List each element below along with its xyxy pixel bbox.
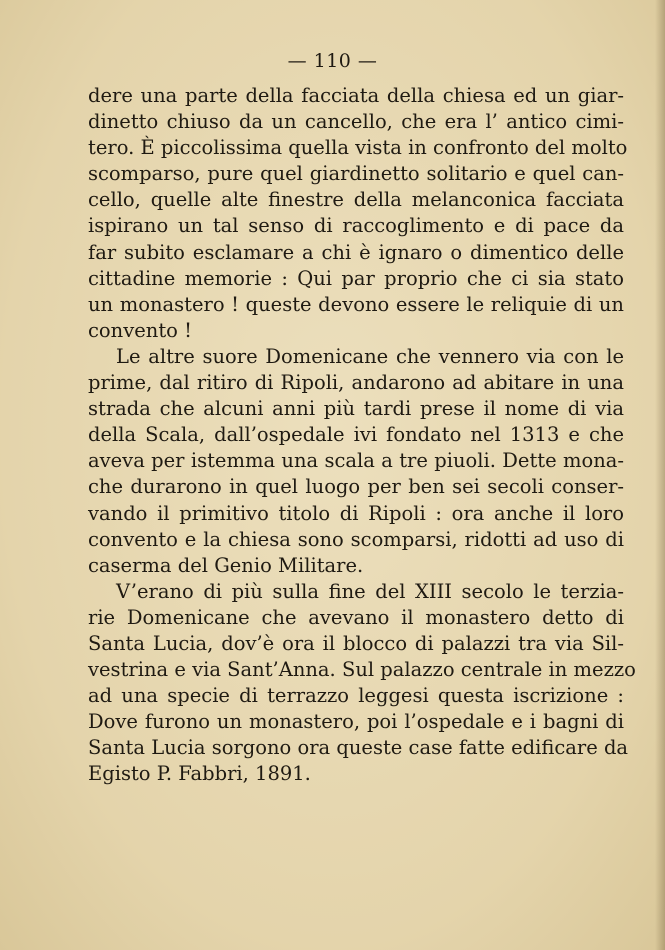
text-line: aveva per istemma una scala a tre piuoli. Dette mona- [88, 449, 624, 473]
text-line: caserma del Genio Militare. [88, 553, 364, 577]
text-line: vando il primitivo titolo di Ripoli : ora anche il loro [88, 501, 624, 525]
text-line: vestrina e via Sant’Anna. Sul palazzo centrale in mezzo [88, 658, 636, 682]
text-line: Egisto P. Fabbri, 1891. [88, 762, 311, 786]
page-number: — 110 — [287, 50, 378, 72]
text-line: prime, dal ritiro di Ripoli, andarono ad abitare in una [88, 371, 624, 395]
text-line: tero. È piccolissima quella vista in confronto del molto [88, 136, 628, 160]
text-line: scomparso, pure quel giardinetto solitario e quel can- [88, 162, 624, 186]
text-line: un monastero ! queste devono essere le reliquie di un [88, 292, 624, 316]
text-line: Le altre suore Domenicane che vennero via con le [116, 344, 624, 368]
text-line: rie Domenicane che avevano il monastero detto di [88, 605, 624, 629]
text-line: convento e la chiesa sono scomparsi, ridotti ad uso di [88, 527, 624, 551]
body-text [88, 83, 636, 788]
page-edge-shadow [655, 0, 665, 950]
text-line: strada che alcuni anni più tardi prese il nome di via [88, 397, 624, 421]
text-line: Santa Lucia sorgono ora queste case fatte edificare da [88, 736, 629, 760]
text-line: ispirano un tal senso di raccoglimento e di pace da [88, 214, 624, 238]
text-line: Santa Lucia, dov’è ora il blocco di palazzi tra via Sil- [88, 631, 624, 655]
text-line: che durarono in quel luogo per ben sei secoli conser- [88, 475, 624, 499]
text-line: cittadine memorie : Qui par proprio che ci sia stato [88, 266, 624, 290]
text-line: far subito esclamare a chi è ignaro o dimentico delle [88, 240, 624, 264]
text-line: ad una specie di terrazzo leggesi questa iscrizione : [88, 684, 624, 708]
text-line: della Scala, dall’ospedale ivi fondato nel 1313 e che [88, 423, 624, 447]
text-line: cello, quelle alte finestre della melanconica facciata [88, 188, 624, 212]
text-line: convento ! [88, 318, 192, 342]
text-line: dinetto chiuso da un cancello, che era l’ antico cimi- [88, 110, 624, 134]
text-line: dere una parte della facciata della chiesa ed un giar- [88, 84, 624, 107]
text-line: Dove furono un monastero, poi l’ospedale e i bagni di [88, 710, 624, 734]
text-line: V’erano di più sulla fine del XIII secolo le terzia- [116, 579, 624, 603]
